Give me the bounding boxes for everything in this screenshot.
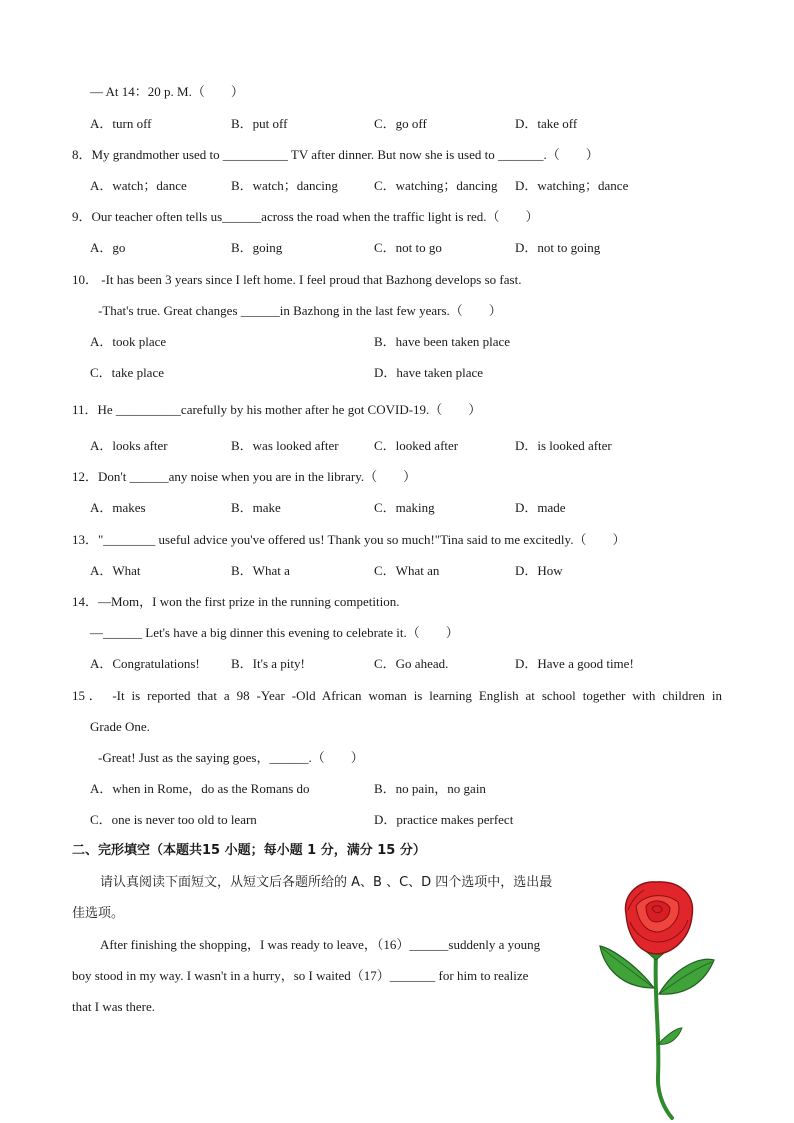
passage-line-1: After finishing the shopping，I was ready to leave，（16）______suddenly a young — [100, 937, 541, 952]
q7-option-b: B．put off — [231, 116, 288, 131]
q15-option-b: B．no pain，no gain — [374, 781, 486, 796]
q15-stem-3: -Great! Just as the saying goes，______.（ ） — [98, 750, 364, 765]
q9-option-d: D．not to going — [515, 240, 601, 255]
q8-option-a: A．watch；dance — [90, 178, 187, 193]
q10-option-d: D．have taken place — [374, 365, 484, 380]
q14-option-d: D．Have a good time! — [515, 656, 634, 671]
q8-stem: 8．My grandmother used to __________ TV after dinner. But now she is used to _______.（ ） — [72, 147, 599, 162]
q15-stem-1: 15． -It is reported that a 98 -Year -Old African woman is learning English at school together with children in — [72, 688, 722, 703]
q10-option-b: B．have been taken place — [374, 334, 511, 349]
q10-option-c: C．take place — [90, 365, 164, 380]
section-instruction-1: 请认真阅读下面短文，从短文后各题所给的 A、B 、C、D 四个选项中，选出最 — [100, 875, 553, 890]
q10-stem-1: 10． -It has been 3 years since I left home. I feel proud that Bazhong develops so fast. — [72, 272, 522, 287]
q9-option-c: C．not to go — [374, 240, 442, 255]
q10-option-a: A．took place — [90, 334, 167, 349]
q7-answer-line: — At 14：20 p. M.（ ） — [90, 84, 244, 99]
q10-stem-2: -That's true. Great changes ______in Bazhong in the last few years.（ ） — [98, 303, 502, 318]
rose-illustration — [596, 876, 718, 1120]
q14-stem-1: 14．—Mom，I won the first prize in the running competition. — [72, 594, 400, 609]
q15-option-a: A．when in Rome，do as the Romans do — [90, 781, 310, 796]
q13-option-c: C．What an — [374, 563, 440, 578]
q8-option-d: D．watching；dance — [515, 178, 629, 193]
q11-option-d: D．is looked after — [515, 438, 612, 453]
q7-option-d: D．take off — [515, 116, 578, 131]
q12-option-d: D．made — [515, 500, 566, 515]
q11-option-b: B．was looked after — [231, 438, 339, 453]
q7-option-c: C．go off — [374, 116, 427, 131]
q8-option-c: C．watching；dancing — [374, 178, 498, 193]
q15-option-c: C．one is never too old to learn — [90, 812, 257, 827]
q12-stem: 12．Don't ______any noise when you are in the library.（ ） — [72, 469, 417, 484]
q13-option-b: B．What a — [231, 563, 290, 578]
q7-option-a: A．turn off — [90, 116, 152, 131]
q14-stem-2: —______ Let's have a big dinner this evening to celebrate it.（ ） — [90, 625, 459, 640]
q14-option-b: B．It's a pity! — [231, 656, 305, 671]
q13-option-d: D．How — [515, 563, 563, 578]
q12-option-b: B．make — [231, 500, 281, 515]
passage-line-2: boy stood in my way. I wasn't in a hurry，so I waited（17）_______ for him to realize — [72, 968, 529, 983]
q15-stem-2: Grade One. — [90, 719, 150, 734]
q9-option-b: B．going — [231, 240, 283, 255]
passage-line-3: that I was there. — [72, 999, 156, 1014]
q14-option-c: C．Go ahead. — [374, 656, 449, 671]
section-heading: 二、完形填空（本题共15 小题；每小题 1 分，满分 15 分） — [72, 843, 426, 858]
q12-option-a: A．makes — [90, 500, 146, 515]
q13-stem: 13．"________ useful advice you've offered us! Thank you so much!"Tina said to me excitedly.（ ） — [72, 532, 626, 547]
q15-option-d: D．practice makes perfect — [374, 812, 514, 827]
rose-leaf-lower — [658, 1028, 682, 1044]
q11-option-a: A．looks after — [90, 438, 168, 453]
q11-option-c: C．looked after — [374, 438, 459, 453]
q9-option-a: A．go — [90, 240, 126, 255]
q11-stem: 11．He __________carefully by his mother after he got COVID-19.（ ） — [72, 402, 482, 417]
section-instruction-2: 佳选项。 — [72, 906, 125, 921]
q12-option-c: C．making — [374, 500, 435, 515]
q8-option-b: B．watch；dancing — [231, 178, 338, 193]
q9-stem: 9．Our teacher often tells us______across the road when the traffic light is red.（ ） — [72, 209, 539, 224]
q13-option-a: A．What — [90, 563, 141, 578]
q14-option-a: A．Congratulations! — [90, 656, 200, 671]
